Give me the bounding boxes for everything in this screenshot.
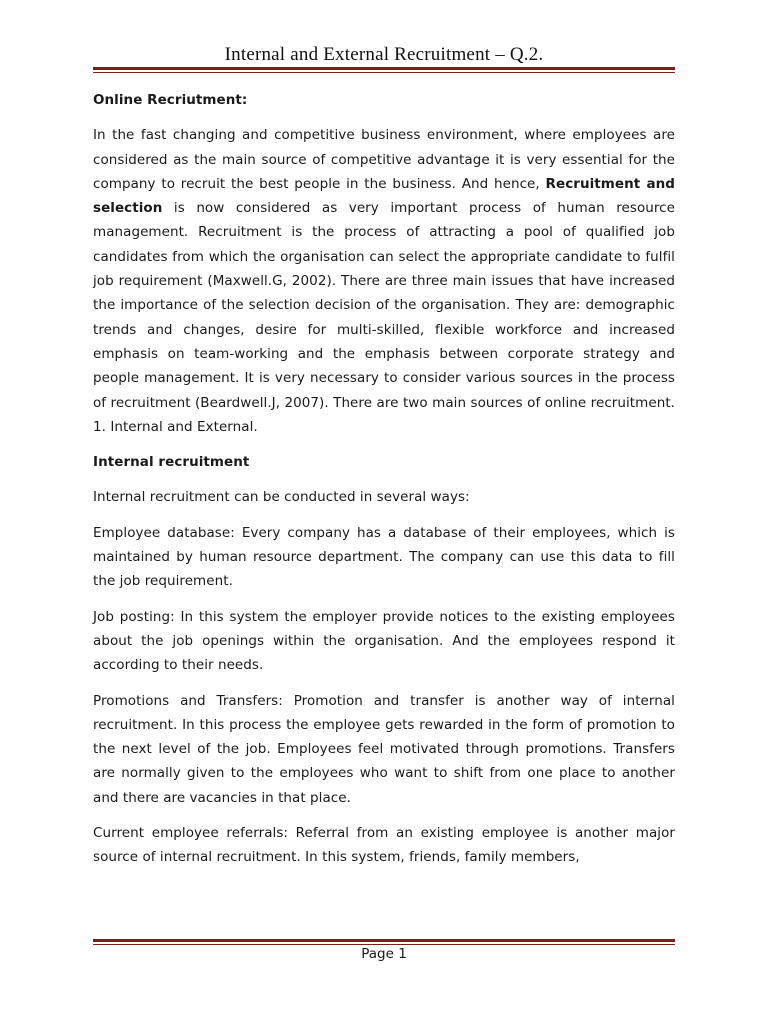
paragraph-internal-intro: Internal recruitment can be conducted in several ways: bbox=[93, 489, 470, 506]
paragraph-job-posting: Job posting: In this system the employer provide notices to the existing employees about the job openings within the organisation. And the employees respond it according to their needs. bbox=[93, 608, 675, 674]
paragraph-online-recruitment bbox=[93, 123, 675, 439]
paragraph-promotions-transfers: Promotions and Transfers: Promotion and transfer is another way of internal recruitment. In this process the employee gets rewarded in the form of promotion to the next level of the job. Employees feel motivated through promotions. Transfers are normally given to the employees who want to shift from one place to another and there are vacancies in that place. bbox=[93, 692, 675, 806]
paragraph-text: is now considered as very important process of human resource management. Recruitment is the process of attracting a pool of qualified job candidates from which the organisation can select the appropriate candidate to fulfil job requirement (Maxwell.G, 2002). There are three main issues that have increased the importance of the selection decision of the organisation. They are: demographic trends and changes, desire for multi-skilled, flexible workforce and increased emphasis on team-working and the emphasis between corporate strategy and people management. It is very necessary to consider various sources in the process of recruitment (Beardwell.J, 2007). There are two main sources of online recruitment. 1. Internal and External. bbox=[93, 200, 675, 435]
section-heading-online-recruitment: Online Recriutment: bbox=[93, 92, 248, 108]
page-number: Page 1 bbox=[361, 946, 407, 962]
footer-divider bbox=[93, 939, 675, 945]
paragraph-text: In the fast changing and competitive business environment, where employees are considered as the main source of competitive advantage it is very essential for the company to recruit the best people in the business. And hence, bbox=[93, 127, 675, 192]
header-divider bbox=[93, 67, 675, 73]
section-heading-internal-recruitment: Internal recruitment bbox=[93, 454, 250, 471]
paragraph-employee-database: Employee database: Every company has a database of their employees, which is maintained by human resource department. The company can use this data to fill the job requirement. bbox=[93, 524, 675, 590]
bold-phrase: Recruitment and selection bbox=[93, 175, 676, 217]
document-body bbox=[93, 88, 675, 881]
page-header-title: Internal and External Recruitment – Q.2. bbox=[224, 44, 544, 65]
paragraph-employee-referrals: Current employee referrals: Referral from an existing employee is another major source of internal recruitment. In this system, friends, family members, bbox=[93, 825, 675, 866]
